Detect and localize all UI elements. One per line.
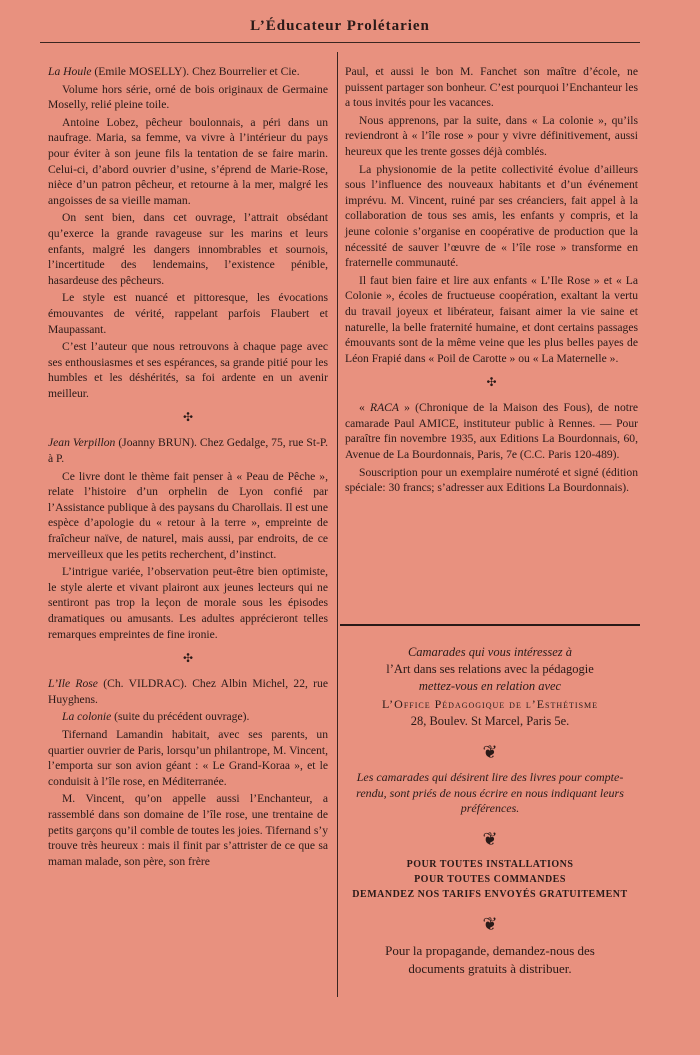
- raca-details: » (Chronique de la Maison des Fous), de notre camarade Paul AMICE, instituteur public à Rennes. — Pour paraître fin novembre 1935, aux Editions La Bourdonnais, 60, Avenue de La Bourdonnais, Paris, 7e (C.C. Paris 120-489).: [345, 401, 638, 462]
- column-divider: [337, 52, 338, 997]
- notice-caps-line: POUR TOUTES COMMANDES: [414, 873, 566, 885]
- raca-announcement: [345, 400, 638, 462]
- paragraph: La physionomie de la petite collectivité évolue d’ailleurs sous l’influence des nouveaux habitants et d’un événement imprévu. M. Vincent, ruiné par ses créanciers, fait appel à la collaboration de tous ses amis, les enfants y compris, et la jeune colonie s’organise en coopérative de production que la nécessité de sauver l’œuvre de « l’île rose » transforme en fraternelle communauté.: [345, 162, 638, 270]
- book-title: La Houle: [48, 65, 92, 78]
- notice-line: l’Art dans ses relations avec la pédagogie: [386, 662, 594, 676]
- fleuron-ornament: ❦: [482, 828, 498, 849]
- paragraph: Nous apprenons, par la suite, dans « La colonie », qu’ils reviendront à « l’île rose » pour y vivre définitivement, aussi heureux que les trente gosses déjà comblés.: [345, 113, 638, 158]
- book-title: L’Ile Rose: [48, 677, 98, 691]
- office-address: 28, Boulev. St Marcel, Paris 5e.: [410, 714, 570, 728]
- book-subtitle-note: (suite du précédent ouvrage).: [111, 710, 250, 724]
- left-column: [48, 64, 328, 871]
- notice-caps-line: DEMANDEZ NOS TARIFS ENVOYÉS GRATUITEMENT: [352, 888, 628, 900]
- sub-heading: [48, 709, 328, 725]
- paragraph: Souscription pour un exemplaire numéroté et signé (édition spéciale: 30 francs; s’adresser aux Editions La Bourdonnais).: [345, 465, 638, 495]
- notice-line: mettez-vous en relation avec: [418, 679, 562, 693]
- propaganda-line: documents gratuits à distribuer.: [408, 960, 572, 976]
- paragraph: Antoine Lobez, pêcheur boulonnais, a péri dans un naufrage. Maria, sa femme, va vivre à l’intérieur du pays pour éviter à son jeune fils la tentation de se faire marin. Celui-ci, d’abord ouvrier d’usine, s’éprend de Marie-Rose, nièce d’un patron pêcheur, et retourne à la mer, malgré les angoisses de sa vieille maman.: [48, 115, 328, 207]
- separator-ornament: ✣: [182, 651, 194, 666]
- paragraph: Il faut bien faire et lire aux enfants « L’Ile Rose » et « La Colonie », écoles de fructueuse coopération, exaltant la vertu du travail joyeux et libérateur, faisant aimer la vie saine et naturelle, la belle fraternité humaine, et dont certains passages émouvants sont de la même veine que les plus belles payes de Léon Frapié dans « Poil de Carotte » ou « La Maternelle ».: [345, 273, 638, 365]
- separator-ornament: ✣: [182, 410, 194, 425]
- right-column: [345, 64, 638, 498]
- fleuron-ornament: ❦: [482, 913, 498, 934]
- notice-line: Camarades qui vous intéressez à: [407, 645, 573, 659]
- office-name: L’Office Pédagogique de l’Esthétisme: [381, 697, 599, 711]
- book-subtitle: La colonie: [62, 710, 112, 724]
- paragraph: Paul, et aussi le bon M. Fanchet son maître d’école, ne puissent partager son bonheur. C’est pourquoi l’Enchanteur les a tous invités pour les vacances.: [345, 65, 638, 110]
- notices-box: [342, 644, 638, 978]
- section-rule: [340, 624, 640, 626]
- book-author: (Joanny BRUN). Chez Gedalge, 75, rue St-P. à P.: [48, 436, 328, 466]
- paragraph: On sent bien, dans cet ouvrage, l’attrait obsédant qu’exerce la grande ravageuse sur les marins et leurs enfants, malgré les dangers innombrables et sournois, l’incertitude des lendemains, l’existence pénible, hasardeuse des pêcheurs.: [48, 211, 328, 287]
- notice-text: Les camarades qui désirent lire des livres pour compte-rendu, sont priés de nous écrire en nous indiquant leurs préférences.: [356, 770, 624, 815]
- quote-mark: «: [359, 401, 370, 415]
- journal-title: L’Éducateur Prolétarien: [250, 18, 430, 34]
- header-rule: [40, 42, 640, 43]
- notice-caps-line: POUR TOUTES INSTALLATIONS: [406, 858, 574, 870]
- paragraph: Ce livre dont le thème fait penser à « Peau de Pêche », relate l’histoire d’un orphelin de Lyon confié par l’Assistance publique à des paysans du Charollais. Il est une espèce d’apologie du « retour à la terre », empreinte de fraîcheur naïve, de naturel, mais aussi, par endroits, de ce merveilleux que les petits recherchent, d’instinct.: [48, 469, 328, 561]
- book-title: Jean Verpillon: [48, 436, 116, 450]
- paragraph: M. Vincent, qu’on appelle aussi l’Enchanteur, a rassemblé dans son domaine de l’île rose, une trentaine de petits garçons qu’il comble de toutes les joies. Tifernand s’y trouve très heureux : mais il finit par s’attrister de ce que sa maman malade, son père, son frère: [48, 792, 328, 868]
- review-ile-heading: [48, 676, 328, 707]
- paragraph: C’est l’auteur que nous retrouvons à chaque page avec ses enthousiasmes et ses espérances, sa grande pitié pour les humbles et les déshérités, sa foi ardente en un avenir meilleur.: [48, 340, 328, 400]
- paragraph: Le style est nuancé et pittoresque, les évocations émouvantes de vérité, rappelant parfois Flaubert et Maupassant.: [48, 291, 328, 336]
- review-houle-heading: [48, 64, 328, 80]
- propaganda-line: Pour la propagande, demandez-nous des: [385, 942, 595, 958]
- book-title: RACA: [370, 401, 399, 415]
- paragraph: Tifernand Lamandin habitait, avec ses parents, un quartier ouvrier de Paris, lorsqu’un philantrope, M. Vincent, l’emporta sur son avion géant : « Le Grand-Koraa », et le conduisit à l’île rose, en Méditerranée.: [48, 727, 328, 788]
- paragraph: Volume hors série, orné de bois originaux de Germaine Moselly, relié pleine toile.: [48, 82, 328, 112]
- book-author: (Ch. VILDRAC). Chez Albin Michel, 22, rue Huyghens.: [48, 677, 328, 706]
- fleuron-ornament: ❦: [482, 742, 498, 762]
- book-author: (Emile MOSELLY). Chez Bourrelier et Cie.: [91, 65, 300, 78]
- separator-ornament: ✣: [486, 375, 497, 390]
- paragraph: L’intrigue variée, l’observation peut-être bien optimiste, le style alerte et vivant plairont aux jeunes lecteurs qui ne sentiront pas trop la leçon de morale sous les épisodes dramatiques ou amusants. Les adultes apprécieront telles remarques empreintes de fine ironie.: [48, 565, 328, 641]
- review-jean-heading: [48, 435, 328, 466]
